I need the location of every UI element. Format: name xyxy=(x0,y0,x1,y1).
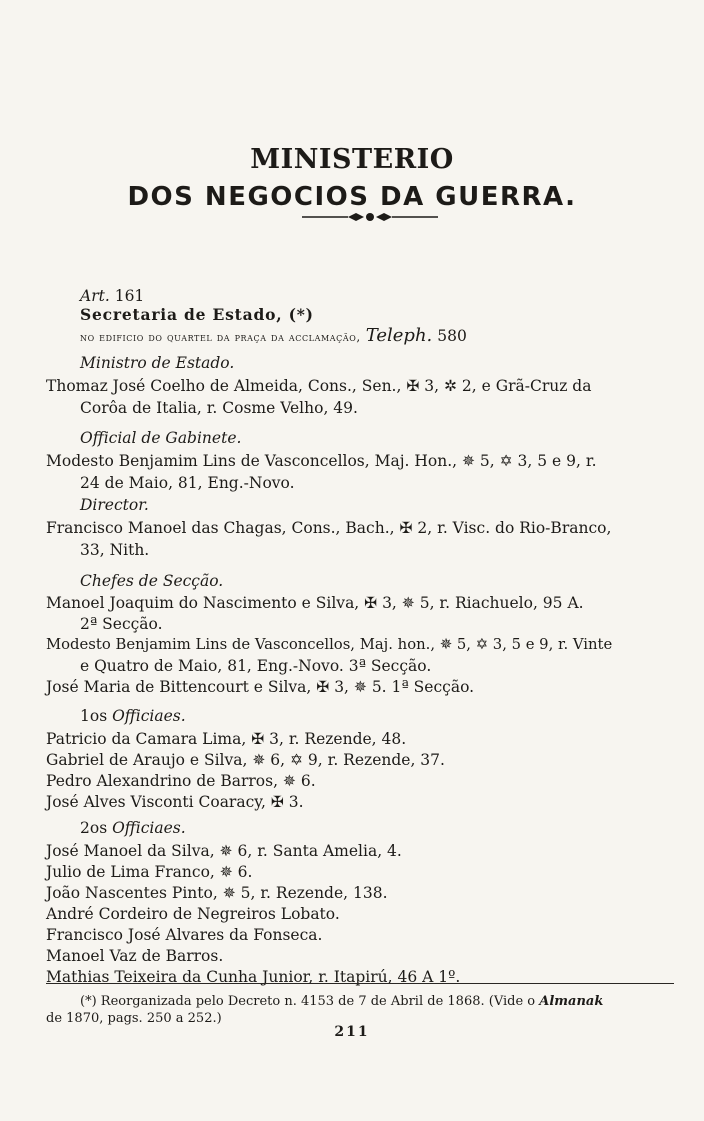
list-item: João Nascentes Pinto, ✵ 5, r. Rezende, 138. xyxy=(46,884,388,902)
chefes-line-4: e Quatro de Maio, 81, Eng.-Novo. 3ª Secção. xyxy=(80,657,432,675)
official-line-2: 24 de Maio, 81, Eng.-Novo. xyxy=(80,474,295,492)
footnote-line-1 xyxy=(80,993,603,1010)
teleph-number: 580 xyxy=(437,327,467,345)
list-item: Gabriel de Araujo e Silva, ✵ 6, ✡ 9, r. Rezende, 37. xyxy=(46,751,445,769)
footnote-almanak: Almanak xyxy=(539,994,604,1009)
ministro-heading: Ministro de Estado. xyxy=(80,354,235,372)
list-item: José Alves Visconti Coaracy, ✠ 3. xyxy=(46,793,304,811)
director-heading: Director. xyxy=(80,496,149,514)
secretaria-heading: Secretaria de Estado, (*) xyxy=(80,305,314,324)
teleph-label: Teleph. xyxy=(365,325,433,346)
chefes-line-3: Modesto Benjamim Lins de Vasconcellos, Maj. hon., ✵ 5, ✡ 3, 5 e 9, r. Vinte xyxy=(46,636,613,653)
location-text: no edificio do quartel da praça da acclamação, xyxy=(80,330,361,344)
page-subtitle: DOS NEGOCIOS DA GUERRA. xyxy=(127,182,577,212)
footnote-divider xyxy=(46,983,674,984)
segundos-prefix: 2os xyxy=(80,819,108,837)
page-title: MINISTERIO xyxy=(250,144,454,175)
art-number: 161 xyxy=(114,287,145,305)
segundos-heading xyxy=(80,818,186,838)
list-item: Julio de Lima Franco, ✵ 6. xyxy=(46,863,253,881)
ministro-line-2: Corôa de Italia, r. Cosme Velho, 49. xyxy=(80,399,358,417)
list-item: André Cordeiro de Negreiros Lobato. xyxy=(46,905,340,923)
ornament-divider-icon xyxy=(300,210,440,224)
primeiros-label: Officiaes. xyxy=(112,707,186,725)
chefes-heading: Chefes de Secção. xyxy=(80,572,224,590)
chefes-line-5: José Maria de Bittencourt e Silva, ✠ 3, ✵ 5. 1ª Secção. xyxy=(46,678,475,696)
page-number: 211 xyxy=(334,1024,370,1040)
segundos-label: Officiaes. xyxy=(112,819,186,837)
list-item: Mathias Teixeira da Cunha Junior, r. Itapirú, 46 A 1º. xyxy=(46,968,461,986)
chefes-line-2: 2ª Secção. xyxy=(80,615,163,633)
director-line-2: 33, Nith. xyxy=(80,541,150,559)
list-item: Pedro Alexandrino de Barros, ✵ 6. xyxy=(46,772,316,790)
list-item: Francisco José Alvares da Fonseca. xyxy=(46,926,323,944)
primeiros-heading xyxy=(80,706,186,726)
location-line xyxy=(80,326,467,347)
ministro-line-1: Thomaz José Coelho de Almeida, Cons., Sen., ✠ 3, ✲ 2, e Grã-Cruz da xyxy=(46,377,592,395)
art-label: Art. xyxy=(80,287,110,305)
list-item: Patricio da Camara Lima, ✠ 3, r. Rezende, 48. xyxy=(46,730,407,748)
footnote-text: (*) Reorganizada pelo Decreto n. 4153 de 7 de Abril de 1868. (Vide o xyxy=(80,994,536,1009)
footnote-line-2: de 1870, pags. 250 a 252.) xyxy=(46,1011,222,1026)
director-line-1: Francisco Manoel das Chagas, Cons., Bach., ✠ 2, r. Visc. do Rio-Branco, xyxy=(46,519,612,537)
list-item: Manoel Vaz de Barros. xyxy=(46,947,224,965)
article-line xyxy=(80,286,144,306)
list-item: José Manoel da Silva, ✵ 6, r. Santa Amelia, 4. xyxy=(46,842,402,860)
chefes-line-1: Manoel Joaquim do Nascimento e Silva, ✠ 3, ✵ 5, r. Riachuelo, 95 A. xyxy=(46,594,584,612)
official-line-1: Modesto Benjamim Lins de Vasconcellos, Maj. Hon., ✵ 5, ✡ 3, 5 e 9, r. xyxy=(46,452,597,470)
primeiros-prefix: 1os xyxy=(80,707,108,725)
official-heading: Official de Gabinete. xyxy=(80,429,242,447)
